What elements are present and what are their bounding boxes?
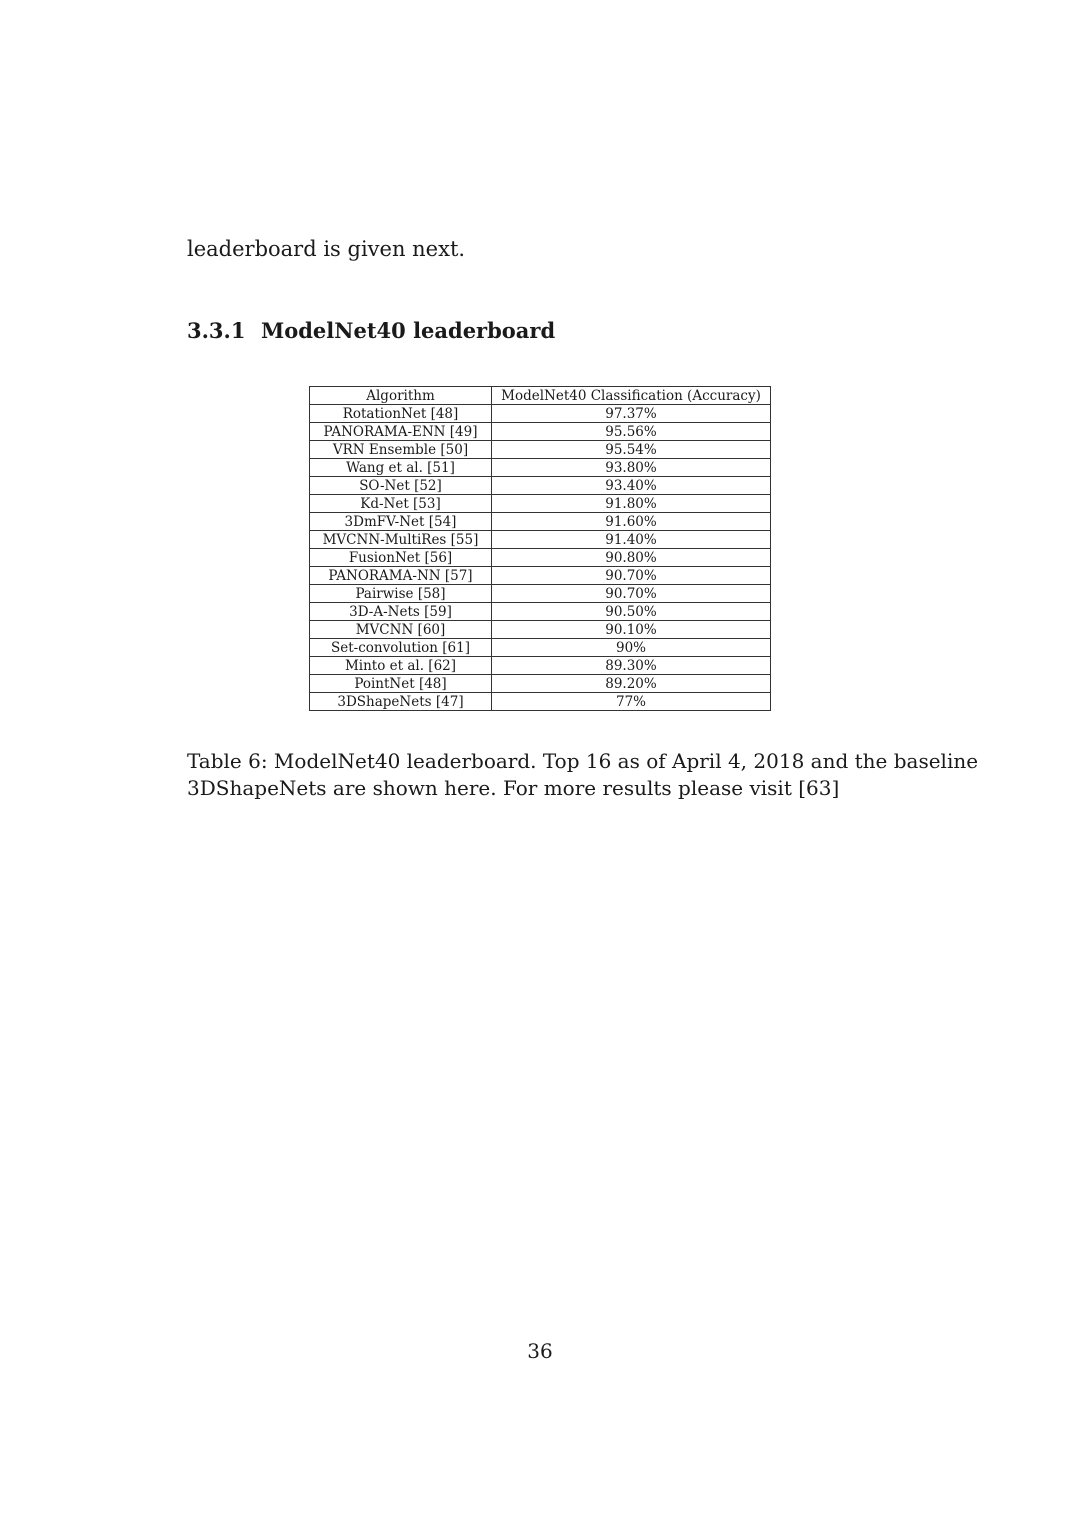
algorithm-cell: 3D-A-Nets [59] — [310, 603, 492, 621]
accuracy-cell: 90.70% — [492, 585, 771, 603]
table-row — [310, 531, 771, 549]
accuracy-cell: 91.40% — [492, 531, 771, 549]
caption-line-1: Table 6: ModelNet40 leaderboard. Top 16 as of April 4, 2018 and the baseline — [187, 749, 979, 773]
intro-text: leaderboard is given next. — [187, 237, 466, 261]
table-row — [310, 603, 771, 621]
section-number: 3.3.1 — [187, 318, 246, 343]
accuracy-cell: 91.80% — [492, 495, 771, 513]
accuracy-cell: 93.80% — [492, 459, 771, 477]
table-row — [310, 477, 771, 495]
algorithm-cell: 3DmFV-Net [54] — [310, 513, 492, 531]
table-caption — [187, 748, 979, 802]
table-row — [310, 441, 771, 459]
algorithm-cell: RotationNet [48] — [310, 405, 492, 423]
algorithm-cell: Minto et al. [62] — [310, 657, 492, 675]
caption-line-2: 3DShapeNets are shown here. For more results please visit [63] — [187, 776, 840, 800]
table-header-row — [310, 387, 771, 405]
column-header-accuracy: ModelNet40 Classification (Accuracy) — [492, 387, 771, 405]
accuracy-cell: 91.60% — [492, 513, 771, 531]
algorithm-cell: FusionNet [56] — [310, 549, 492, 567]
algorithm-cell: PANORAMA-NN [57] — [310, 567, 492, 585]
section-heading — [187, 317, 555, 345]
algorithm-cell: PANORAMA-ENN [49] — [310, 423, 492, 441]
algorithm-cell: MVCNN [60] — [310, 621, 492, 639]
accuracy-cell: 97.37% — [492, 405, 771, 423]
table-row — [310, 621, 771, 639]
page-number: 36 — [527, 1339, 553, 1363]
table-row — [310, 405, 771, 423]
accuracy-cell: 95.54% — [492, 441, 771, 459]
column-header-algorithm: Algorithm — [310, 387, 492, 405]
algorithm-cell: MVCNN-MultiRes [55] — [310, 531, 492, 549]
accuracy-cell: 89.30% — [492, 657, 771, 675]
accuracy-cell: 93.40% — [492, 477, 771, 495]
table-row — [310, 459, 771, 477]
algorithm-cell: Pairwise [58] — [310, 585, 492, 603]
table-row — [310, 423, 771, 441]
table-body — [310, 405, 771, 711]
leaderboard-table — [309, 386, 771, 711]
table-row — [310, 657, 771, 675]
accuracy-cell: 77% — [492, 693, 771, 711]
accuracy-cell: 90.10% — [492, 621, 771, 639]
algorithm-cell: VRN Ensemble [50] — [310, 441, 492, 459]
table-row — [310, 675, 771, 693]
table-row — [310, 639, 771, 657]
algorithm-cell: 3DShapeNets [47] — [310, 693, 492, 711]
accuracy-cell: 90.50% — [492, 603, 771, 621]
algorithm-cell: Wang et al. [51] — [310, 459, 492, 477]
accuracy-cell: 90.70% — [492, 567, 771, 585]
algorithm-cell: SO-Net [52] — [310, 477, 492, 495]
accuracy-cell: 90.80% — [492, 549, 771, 567]
algorithm-cell: Set-convolution [61] — [310, 639, 492, 657]
table-row — [310, 513, 771, 531]
table-row — [310, 495, 771, 513]
table-row — [310, 567, 771, 585]
algorithm-cell: PointNet [48] — [310, 675, 492, 693]
accuracy-cell: 90% — [492, 639, 771, 657]
accuracy-cell: 95.56% — [492, 423, 771, 441]
table-row — [310, 585, 771, 603]
table-row — [310, 549, 771, 567]
section-title: ModelNet40 leaderboard — [261, 318, 556, 343]
algorithm-cell: Kd-Net [53] — [310, 495, 492, 513]
accuracy-cell: 89.20% — [492, 675, 771, 693]
table-row — [310, 693, 771, 711]
